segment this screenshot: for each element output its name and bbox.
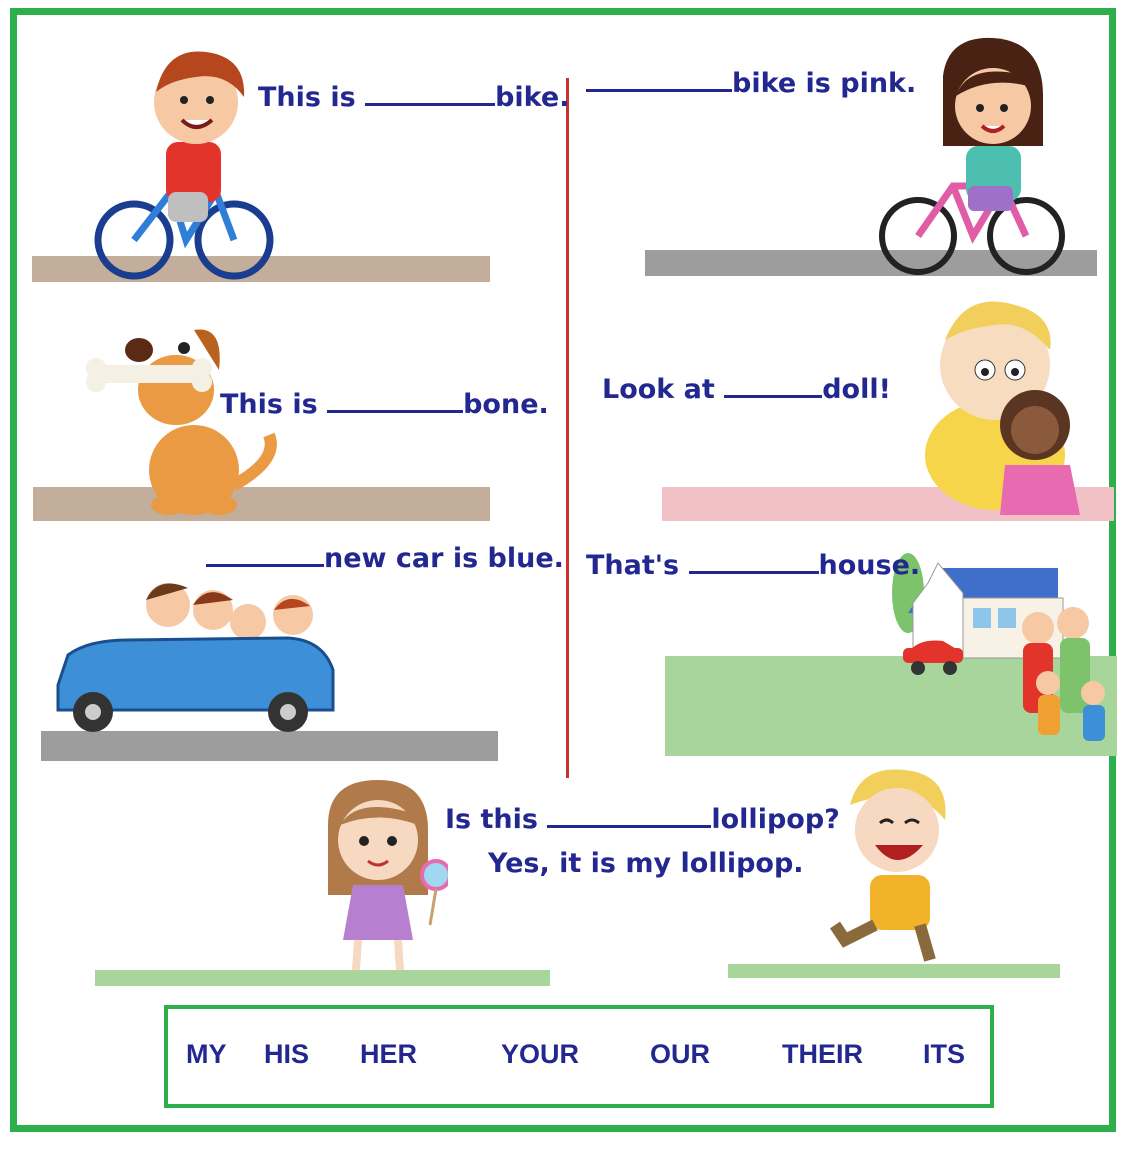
answer-blank-2[interactable]: [586, 88, 732, 92]
word-bank-her: HER: [360, 1039, 418, 1069]
word-bank-your: YOUR: [501, 1039, 580, 1069]
word-bank-our: OUR: [650, 1039, 710, 1069]
sentence-6: That's house.: [586, 550, 921, 581]
answer-blank-4[interactable]: [724, 394, 822, 398]
boy-on-bike-illustration: [86, 42, 276, 282]
word-bank: [164, 1005, 994, 1108]
sentence-7: Is this lollipop?: [445, 804, 840, 835]
girl-with-lollipop-illustration: [318, 775, 448, 975]
word-bank-my: MY: [186, 1039, 227, 1069]
answer-blank-7[interactable]: [547, 824, 711, 828]
answer-blank-5[interactable]: [206, 563, 324, 567]
family-in-car-illustration: [48, 560, 338, 740]
sentence-3: This is bone.: [220, 389, 549, 420]
word-bank-their: THEIR: [782, 1039, 863, 1069]
sentence-1: This is bike.: [258, 82, 570, 113]
sentence-2: bike is pink.: [586, 70, 916, 97]
sentence-8-answer: Yes, it is my lollipop.: [488, 848, 804, 879]
center-divider: [566, 78, 569, 778]
word-bank-its: ITS: [923, 1039, 966, 1069]
answer-blank-6[interactable]: [689, 570, 819, 574]
answer-blank-3[interactable]: [327, 409, 463, 413]
word-bank-his: HIS: [264, 1039, 310, 1069]
sentence-5: new car is blue.: [206, 545, 564, 572]
running-boy-illustration: [825, 765, 965, 975]
sentence-4: Look at doll!: [602, 374, 891, 405]
house-and-family-illustration: [888, 533, 1118, 753]
answer-blank-1[interactable]: [365, 102, 495, 106]
baby-with-doll-illustration: [905, 290, 1105, 520]
